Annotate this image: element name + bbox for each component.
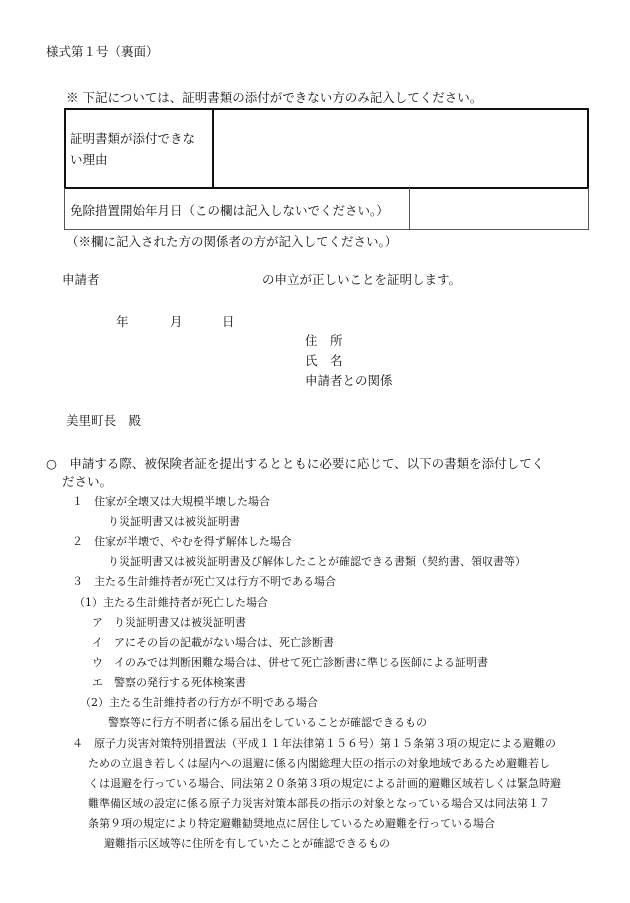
relation-label: 申請者との関係 [305, 373, 393, 388]
recipient: 美里町長 殿 [66, 413, 142, 428]
list-item: 警察等に行方不明者に係る届出をしていることが確認できるもの [108, 716, 427, 729]
list-item: ４ 原子力災害対策特別措置法（平成１１年法律第１５６号）第１５条第３項の規定による避難の [72, 737, 556, 750]
list-item: 難準備区域の設定に係る原子力災害対策本部長の指示の対象となっている場合又は同法第１７ [88, 797, 550, 810]
applicant-label: 申請者 [62, 272, 100, 287]
note-text: ※ 下記については、証明書類の添付ができない方のみ記入してください。 [66, 90, 483, 105]
reason-input-cell[interactable] [212, 108, 589, 189]
list-item: くは退避を行っている場合、同法第２０条第３項の規定による計画的避難区域若しくは緊急時避 [88, 777, 561, 790]
reason-label-cell [64, 108, 214, 189]
list-item: ２ 住家が半壊で、やむを得ず解体した場合 [72, 535, 292, 548]
list-item: り災証明書又は被災証明書及び解体したことが確認できる書類（契約書、領収書等） [108, 555, 526, 568]
certify-statement: の申立が正しいことを証明します。 [262, 272, 462, 287]
date-year: 年 [116, 314, 129, 329]
instructions-intro-line2: ださい。 [62, 474, 113, 489]
exemption-label: 免除措置開始年月日（この欄は記入しないでください。） [70, 203, 389, 218]
reason-label-line1: 証明書類が添付できな [70, 131, 196, 146]
address-label: 住 所 [305, 333, 343, 348]
list-item: り災証明書又は被災証明書 [108, 515, 240, 528]
list-item: １ 住家が全壊又は大規模半壊した場合 [72, 495, 270, 508]
list-item: （2）主たる生計維持者の行方が不明である場合 [80, 696, 318, 709]
exemption-input-cell[interactable] [409, 188, 589, 230]
list-item: ウ イのみでは判断困難な場合は、併せて死亡診断書に準じる医師による証明書 [92, 656, 488, 669]
instructions-intro-line1: ○ 申請する際、被保険者証を提出するとともに必要に応じて、以下の書類を添付してく [46, 456, 545, 471]
reason-label-line2: い理由 [70, 152, 108, 167]
list-item: 条第９項の規定により特定避難勧奨地点に居住しているため避難を行っている場合 [88, 817, 495, 830]
date-month: 月 [170, 314, 183, 329]
list-item: （1）主たる生計維持者が死亡した場合 [74, 596, 268, 609]
name-label: 氏 名 [305, 353, 343, 368]
list-item: ための立退き若しくは屋内への退避に係る内閣総理大臣の指示の対象地域であるため避難若し [88, 757, 550, 770]
list-item: エ 警察の発行する死体検案書 [92, 676, 246, 689]
date-day: 日 [222, 314, 235, 329]
list-item: ア り災証明書又は被災証明書 [92, 616, 246, 629]
form-label: 様式第１号（裏面） [46, 44, 159, 59]
list-item: 避難指示区域等に住所を有していたことが確認できるもの [104, 837, 390, 850]
table-note: （※欄に記入された方の関係者の方が記入してください。） [66, 234, 398, 249]
list-item: ３ 主たる生計維持者が死亡又は行方不明である場合 [72, 575, 336, 588]
list-item: イ アにその旨の記載がない場合は、死亡診断書 [92, 636, 334, 649]
